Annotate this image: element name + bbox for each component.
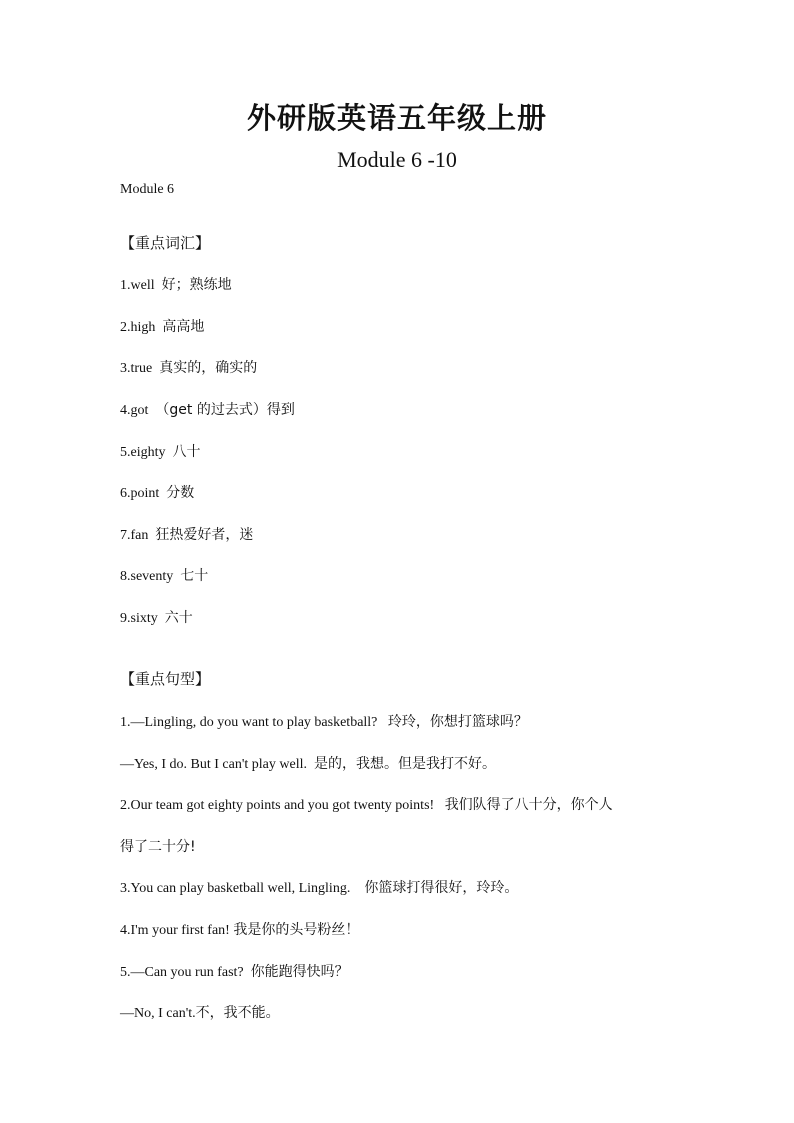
vocab-en: 9.sixty: [120, 611, 158, 626]
vocab-zh: 真实的，确实的: [159, 360, 258, 376]
vocab-en: 2.high: [120, 320, 156, 335]
vocab-en: 6.point: [120, 486, 160, 501]
sentence-item: [120, 795, 613, 816]
vocab-item: [120, 608, 193, 629]
vocab-item: [120, 400, 295, 421]
document-subtitle: Module 6 -10: [337, 147, 457, 172]
sentence-item: [120, 920, 359, 941]
module-label: Module 6: [120, 182, 175, 197]
vocab-zh: 高高地: [162, 319, 205, 335]
vocab-en: 4.got: [120, 403, 149, 418]
sentence-en: —Yes, I do. But I can't play well.: [120, 757, 307, 772]
vocab-heading: 【重点词汇】: [120, 234, 211, 252]
sentence-en: 3.You can play basketball well, Lingling.: [120, 881, 351, 896]
vocab-zh: 七十: [180, 568, 209, 584]
vocab-zh: 好；熟练地: [161, 277, 232, 293]
vocab-item: [120, 358, 257, 379]
vocab-zh: 六十: [164, 610, 193, 626]
vocab-item: [120, 275, 232, 296]
sentence-zh: 你篮球打得很好，玲玲。: [364, 880, 519, 896]
vocab-zh: 八十: [172, 444, 201, 460]
vocab-item: [120, 442, 201, 463]
sentence-zh: 不，我不能。: [195, 1005, 280, 1021]
document-title: 外研版英语五年级上册: [246, 101, 547, 135]
vocab-en: 8.seventy: [120, 569, 174, 584]
vocab-en: 1.well: [120, 278, 155, 293]
sentence-zh: 我们队得了八十分，你个人: [444, 797, 613, 813]
sentence-en: —No, I can't.: [120, 1006, 196, 1021]
vocab-zh: 狂热爱好者，迷: [155, 527, 254, 543]
vocab-item: [120, 566, 208, 587]
sentence-item: [120, 712, 528, 733]
sentence-zh: 得了二十分!: [120, 839, 196, 855]
vocab-en: 3.true: [120, 361, 153, 376]
sentence-zh: 玲玲，你想打篮球吗？: [387, 714, 528, 730]
sentence-item: [120, 1003, 280, 1024]
sentence-en: 1.—Lingling, do you want to play basketball?: [120, 715, 378, 730]
sentence-en: 2.Our team got eighty points and you got twenty points!: [120, 798, 435, 813]
vocab-item: [120, 483, 194, 504]
sentence-en: 4.I'm your first fan!: [120, 923, 230, 938]
vocab-zh: （get 的过去式）得到: [155, 402, 295, 418]
vocab-item: [120, 317, 204, 338]
sentence-zh: 我是你的头号粉丝！: [233, 922, 360, 938]
vocab-zh: 分数: [166, 485, 195, 501]
sentence-item: [120, 754, 496, 775]
sentence-heading: 【重点句型】: [120, 670, 211, 688]
vocab-en: 5.eighty: [120, 445, 166, 460]
sentence-en: 5.—Can you run fast?: [120, 965, 244, 980]
sentence-zh: 是的，我想。但是我打不好。: [313, 756, 496, 772]
sentence-zh: 你能跑得快吗？: [250, 964, 349, 980]
sentence-item: [120, 837, 196, 858]
vocab-en: 7.fan: [120, 528, 149, 543]
sentence-item: [120, 962, 349, 983]
sentence-item: [120, 878, 518, 899]
vocab-item: [120, 525, 253, 546]
